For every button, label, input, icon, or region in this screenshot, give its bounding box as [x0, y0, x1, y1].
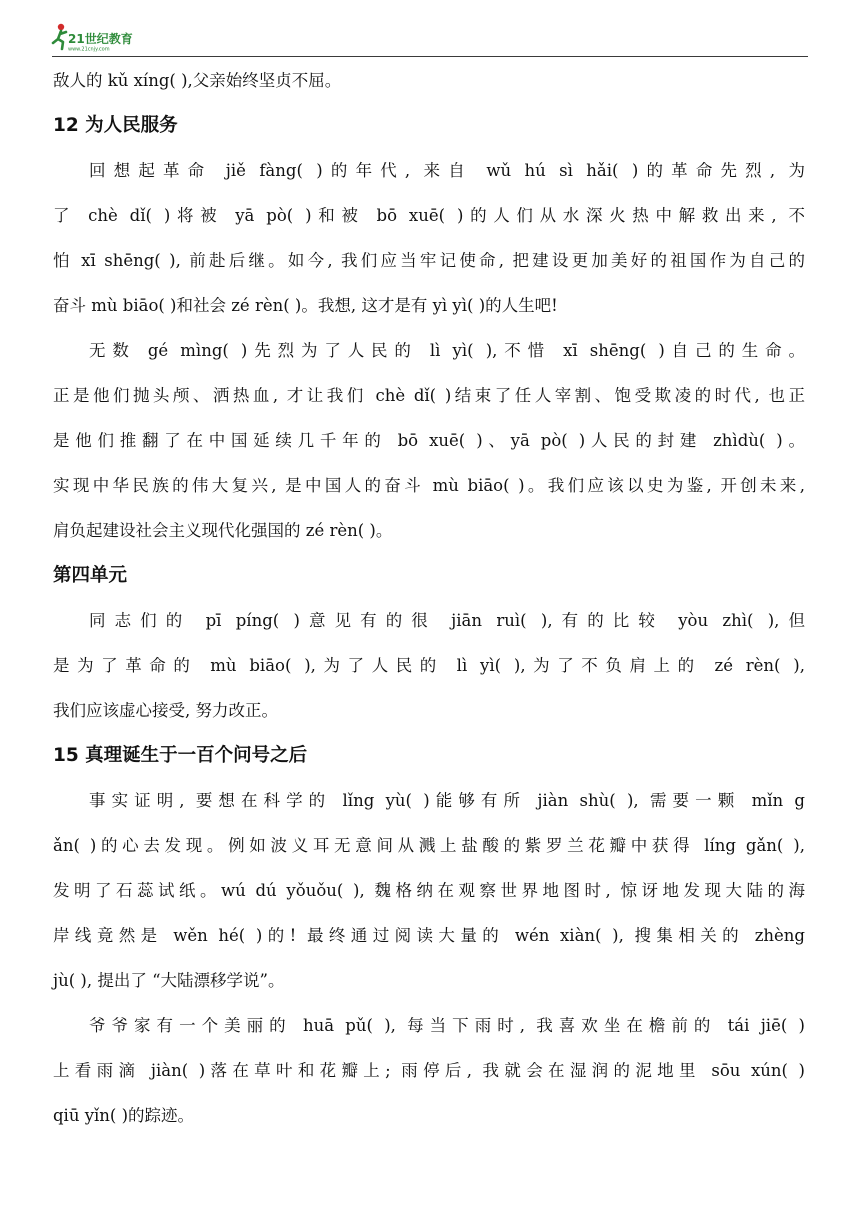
text-line: 无数 gé mìng( )先烈为了人民的 lì yì( ),不惜 xī shēng( )自己的生命。 — [89, 341, 805, 360]
text-line: 岸线竟然是 wěn hé( )的! 最终通过阅读大量的 wén xiàn( ), 搜集相关的 zhèng — [53, 926, 805, 945]
text-line: 怕 xī shēng( ), 前赴后继。如今, 我们应当牢记使命, 把建设更加美好的祖国作为自己的 — [53, 251, 805, 270]
text-line: 回想起革命 jiě fàng( )的年代, 来自 wǔ hú sì hǎi( )的革命先烈, 为 — [89, 161, 805, 180]
text-line: ǎn( )的心去发现。例如波义耳无意间从溅上盐酸的紫罗兰花瓣中获得 líng gǎn( ), — [53, 836, 805, 855]
text-line: 发明了石蕊试纸。wú dú yǒuǒu( ), 魏格纳在观察世界地图时, 惊讶地发现大陆的海 — [53, 881, 805, 900]
text-line: qiū yǐn( )的踪迹。 — [53, 1106, 195, 1125]
text-line: 事实证明, 要想在科学的 lǐng yù( )能够有所 jiàn shù( ), 需要一颗 mǐn g — [89, 791, 805, 810]
text-line: 了 chè dǐ( )将被 yā pò( )和被 bō xuē( )的人们从水深火热中解救出来, 不 — [53, 206, 805, 225]
text-line: 是为了革命的 mù biāo( ),为了人民的 lì yì( ),为了不负肩上的 zé rèn( ), — [53, 656, 805, 675]
text-line: 上看雨滴 jiàn( )落在草叶和花瓣上; 雨停后, 我就会在湿润的泥地里 sōu xún( ) — [53, 1061, 805, 1080]
worksheet-body — [53, 58, 805, 1138]
text-line: 敌人的 kǔ xíng( ),父亲始终坚贞不屈。 — [53, 71, 342, 90]
text-line: jù( ), 提出了 “大陆漂移学说”。 — [53, 971, 285, 990]
text-line: 我们应该虚心接受, 努力改正。 — [53, 701, 278, 720]
text-line: 肩负起建设社会主义现代化强国的 zé rèn( )。 — [53, 521, 393, 540]
logo-subtext: www.21cnjy.com — [68, 46, 110, 53]
text-line: 是他们推翻了在中国延续几千年的 bō xuē( )、yā pò( )人民的封建 zhìdù( )。 — [53, 431, 805, 450]
text-line: 奋斗 mù biāo( )和社会 zé rèn( )。我想, 这才是有 yì yì( )的人生吧! — [53, 296, 558, 315]
page-header — [52, 18, 808, 57]
section-heading: 12 为人民服务 — [53, 115, 178, 136]
section-heading: 第四单元 — [53, 565, 128, 586]
text-line: 同志们的 pī píng( )意见有的很 jiān ruì( ),有的比较 yòu zhì( ),但 — [89, 611, 805, 630]
text-line: 正是他们抛头颅、洒热血, 才让我们 chè dǐ( )结束了任人宰割、饱受欺凌的时代, 也正 — [53, 386, 805, 405]
section-heading: 15 真理诞生于一百个问号之后 — [53, 745, 308, 766]
logo-text: 21世纪教育 — [68, 32, 133, 46]
text-line: 爷爷家有一个美丽的 huā pǔ( ), 每当下雨时, 我喜欢坐在檐前的 tái jiē( ) — [89, 1016, 805, 1035]
site-logo-icon — [52, 22, 133, 53]
text-line: 实现中华民族的伟大复兴, 是中国人的奋斗 mù biāo( )。我们应该以史为鉴, 开创未来, — [53, 476, 805, 495]
